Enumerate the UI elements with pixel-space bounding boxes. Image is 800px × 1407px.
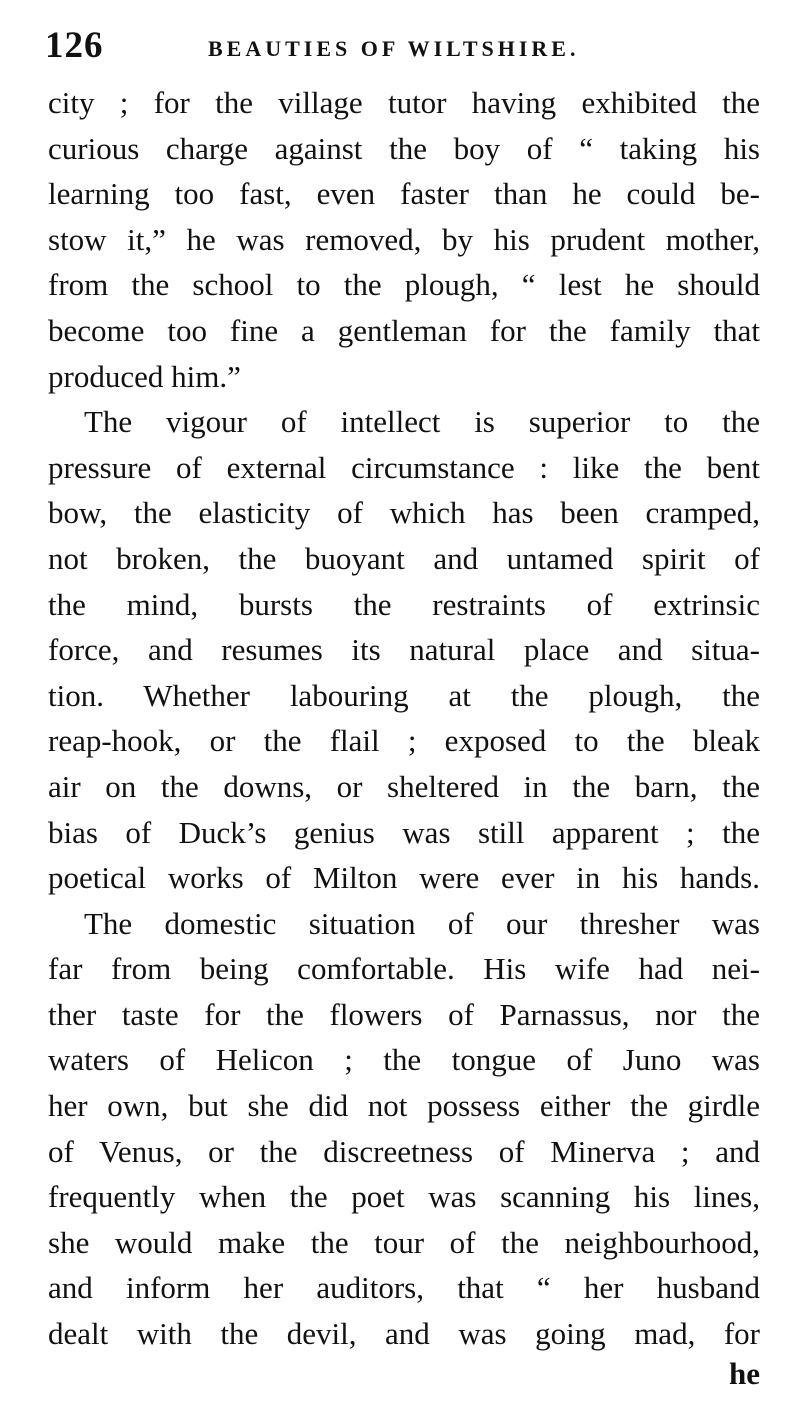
text-line: and inform her auditors, that “ her husband <box>48 1270 760 1306</box>
catchword: he <box>729 1356 760 1391</box>
running-head: BEAUTIES OF WILTSHIRE. <box>208 36 580 61</box>
text-line: learning too fast, even faster than he could be- <box>48 176 760 212</box>
text-line: stow it,” he was removed, by his prudent mother, <box>48 221 760 257</box>
text-line: her own, but she did not possess either the girdle <box>48 1088 760 1124</box>
text-line: far from being comfortable. His wife had nei- <box>48 951 760 987</box>
text-line: pressure of external circumstance : like the bent <box>48 449 760 485</box>
text-line: bow, the elasticity of which has been cramped, <box>48 495 760 531</box>
text-line: not broken, the buoyant and untamed spirit of <box>48 540 760 576</box>
text-line: reap-hook, or the flail ; exposed to the bleak <box>48 723 760 759</box>
text-line: become too fine a gentleman for the family that <box>48 312 760 348</box>
text-line: the mind, bursts the restraints of extrinsic <box>48 586 760 622</box>
text-line: The domestic situation of our thresher was <box>84 905 760 941</box>
text-line: The vigour of intellect is superior to the <box>84 404 760 440</box>
text-line: tion. Whether labouring at the plough, the <box>48 677 760 713</box>
text-line: bias of Duck’s genius was still apparent ; the <box>48 814 760 850</box>
text-line: force, and resumes its natural place and situa- <box>48 632 760 668</box>
text-line: frequently when the poet was scanning his lines, <box>48 1179 760 1215</box>
text-line: she would make the tour of the neighbourhood, <box>48 1224 760 1260</box>
text-line: air on the downs, or sheltered in the barn, the <box>48 768 760 804</box>
text-line: poetical works of Milton were ever in his hands. <box>48 860 760 896</box>
page-number: 126 <box>45 25 104 66</box>
text-line: waters of Helicon ; the tongue of Juno was <box>48 1042 760 1078</box>
text-line: from the school to the plough, “ lest he should <box>48 267 760 303</box>
page-header <box>45 22 765 72</box>
text-line: curious charge against the boy of “ taking his <box>48 130 760 166</box>
text-line: produced him.” <box>48 358 241 394</box>
body-text <box>48 80 760 1357</box>
text-line: of Venus, or the discreetness of Minerva ; and <box>48 1133 760 1169</box>
text-line: ther taste for the flowers of Parnassus, nor the <box>48 996 760 1032</box>
text-line: dealt with the devil, and was going mad, for <box>48 1316 760 1352</box>
text-line: city ; for the village tutor having exhibited the <box>48 85 760 120</box>
